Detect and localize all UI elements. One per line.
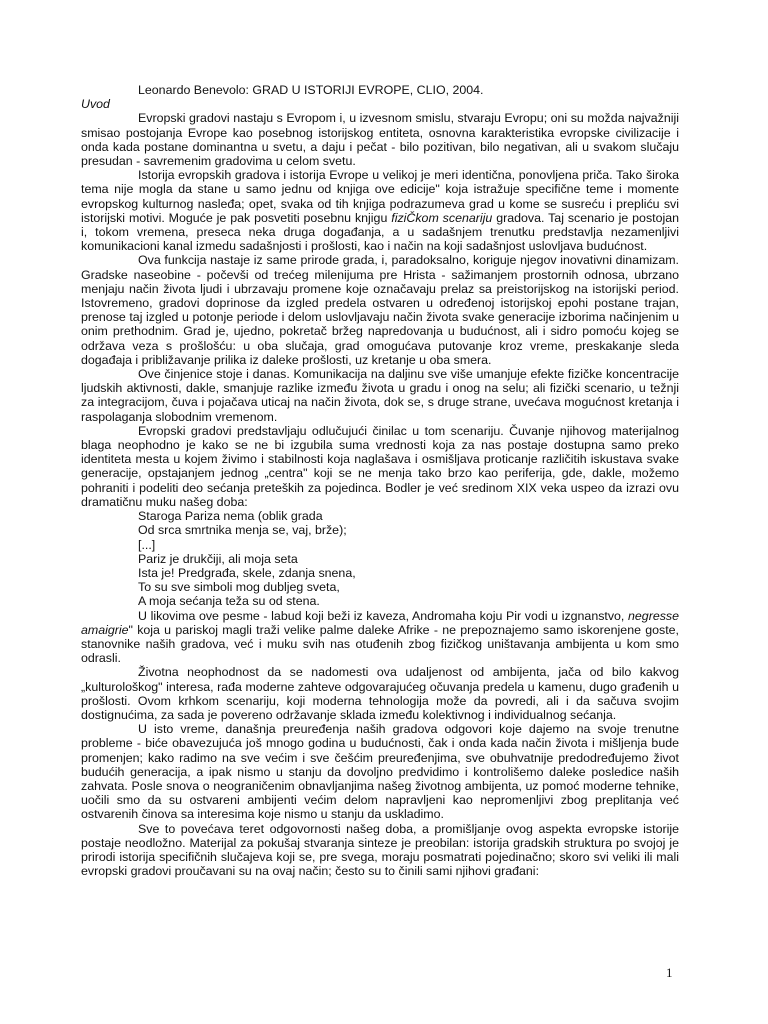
paragraph-4: Ove činjenice stoje i danas. Komunikacija na daljinu sve više umanjuje efekte fizičke koncentracije ljudskih aktivnosti, dakle, smanjuje razlike između života u gradu i onog na selu; ali fizički scenario, u težnji za integracijom, čuva i pojačava uticaj na način života, dok se, s druge strane, uvećava mogućnost kretanja i raspolaganja slobodnim vremenom. [81,367,679,424]
paragraph-6-text-b: " koja u pariskoj magli traži velike palme daleke Afrike - ne prepoznajemo samo iskorenjene goste, stanovnike naših gradova, već i muku svih nas otuđenih zbog fizičkog uništavanja ambijenta u kom smo odrasli. [81,622,679,666]
poem-line: Pariz je drukčiji, ali moja seta [138,551,298,566]
paragraph-2-text-b: gradova. Taj scenario je postojan i, tokom vremena, preseca neka druga događanja, a u sadašnjem trenutku predstavlja nezamenljivi komunikacioni kanal izmedu sadašnjosti i prošlosti, kao i način na koji sadašnjost uslovljava budućnost. [81,210,680,254]
paragraph-9: Sve to povećava teret odgovornosti našeg doba, a promišljanje ovog aspekta evropske istorije postaje neodložno. Materijal za pokušaj stvaranja sinteze je preobilan: istorija gradskih struktura po svojoj je prirodi istorija specifičnih slučajeva koji se, pre svega, moraju posmatrati pojedinačno; skoro svi veliki ili mali evropski gradovi proučavani su na ovaj način; često su to činili sami njihovi građani: [81,821,679,879]
poem-quote [81,509,679,608]
paragraph-6 [81,609,679,666]
poem-line: To su sve simboli mog dubljeg sveta, [138,580,340,595]
paragraph-5: Evropski gradovi predstavljaju odlučujući činilac u tom scenariju. Čuvanje njihovog materijalnog blaga neophodno je kako se ne bi izgubila suma vrednosti koja za nas postaje dostupna samo preko identiteta mesta u kojem živimo i stabilnosti koja naglašava i osmišljava proticanje različitih iskustava svake generacije, opstajanjem jednog „centra" koji se ne menja tako brzo kao periferija, gde, dakle, možemo pohraniti i podeliti deo sećanja preteških za pojedinca. Bodler je već sredinom XIX veka uspeo da izrazi ovu dramatičnu muku našeg doba: [81,423,679,509]
paragraph-2-text-a: Istorija evropskih gradova i istorija Evrope u velikoj je meri identična, ponovljena priča. Tako široka tema nije mogla da stane u samo jednu od knjiga ove edicije" koja istražuje specifične teme i momente evropskog kulturnog nasleđa; opet, svaka od tih knjiga podrazumeva grad u kome se susreću i prepliću svi istorijski motivi. Moguće je pak posvetiti posebnu knjigu [81,168,679,225]
paragraph-6-text-a: U likovima ove pesme - labud koji beži iz kaveza, Andromaha koju Pir vodi u izgnanstvo, [138,608,629,623]
poem-line: Ista je! Predgrađa, skele, zdanja snena, [138,565,356,580]
poem-line: [...] [138,537,156,552]
poem-line: A moja sećanja teža su od stena. [138,594,320,609]
paragraph-2-emphasis: fiziČkom scenariju [391,210,493,225]
paragraph-7: Životna neophodnost da se nadomesti ova udaljenost od ambijenta, jača od bilo kakvog „kulturološkog" interesa, rađa moderne zahteve odgovarajućeg očuvanja predela u kamenu, dugo građenih u prošlosti. Ovom krhkom scenariju, koji moderna tehnologija može da povredi, ali i da sačuva svojim dostignućima, za sada je povereno održavanje sklada između kolektivnog i individualnog sećanja. [81,665,679,722]
section-label-uvod: Uvod [81,97,110,112]
document-body [81,83,679,878]
poem-line: Staroga Pariza nema (oblik grada [138,509,323,524]
paragraph-6-emphasis: negresse amaigrie [81,608,679,637]
paragraph-2 [81,168,679,253]
paragraph-8: U isto vreme, današnja preuređenja naših gradova odgovori koje dajemo na svoje trenutne probleme - biće obavezujuća još mnogo godina u budućnosti, čak i onda kada način života i mišljenja bude promenjen; kako radimo na sve većim i sve češćim preuređenjima, sve obuhvatnije predodređujemo život budućih generacija, a ipak nismo u stanju da dovoljno predvidimo i kontrolišemo daleke posledice naših zahvata. Posle snova o neograničenim obnavljanjima našeg životnog ambijenta, uz pomoć moderne tehnike, uočili smo da su ostvareni ambijenti većim delom napravljeni kao nepromenljivi zbog preplitanja već ostvarenih činova sa interesima koje nismo u stanju da uskladimo. [81,722,679,822]
paragraph-3: Ova funkcija nastaje iz same prirode grada, i, paradoksalno, koriguje njegov inovativni dinamizam. Gradske naseobine - počevši od trećeg milenijuma pre Hrista - sažimanjem prostornih odnosa, ubrzano menjaju način života ljudi i ubrzavaju promene koje označavaju prelaz sa preistorijskog na istorijski period. Istovremeno, gradovi doprinose da izgled predela ostvaren u određenoj istorijskoj epohi postane trajan, prenose taj izgled u potonje periode i delom uslovljavaju način života svake generacije izborima načinjenim u onim prethodnim. Grad je, ujedno, pokretač bržeg napredovanja u budućnost, ali i sidro pomoću kojeg se održava veza s prošlošću: u oba slučaja, grad omogućava putovanje kroz vreme, preskakanje sleda događaja i približavanje prilika iz daleke prošlosti, uz kretanje u oba smera. [81,253,679,367]
book-citation-heading: Leonardo Benevolo: GRAD U ISTORIJI EVROPE, CLIO, 2004. [138,83,484,97]
paragraph-1: Evropski gradovi nastaju s Evropom i, u izvesnom smislu, stvaraju Evropu; oni su možda najvažniji smisao postojanja Evrope kao posebnog istorijskog entiteta, osnovna karakteristika evropske civilizacije i onda kada postane dominantna u svetu, a daju i pečat - bilo pozitivan, bilo negativan, ali u svakom slučaju presudan - savremenim gradovima u celom svetu. [81,111,679,169]
page-number: 1 [666,965,673,980]
poem-line: Od srca smrtnika menja se, vaj, brže); [138,523,347,538]
